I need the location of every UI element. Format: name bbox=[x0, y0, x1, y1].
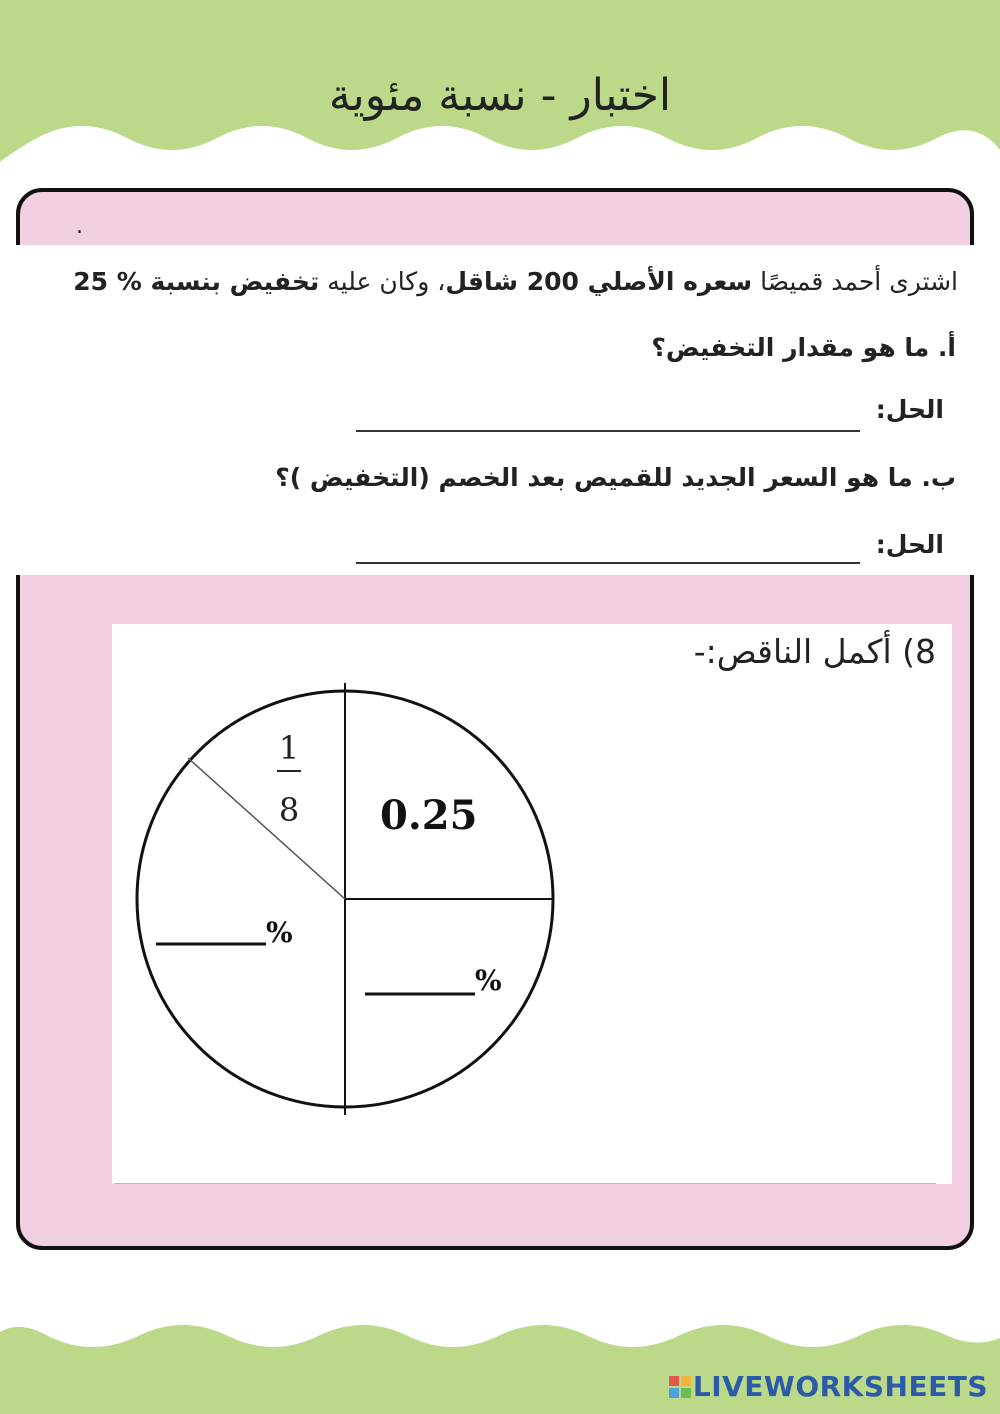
page-title: اختبار - نسبة مئوية bbox=[328, 70, 672, 121]
brand-text: LIVEWORKSHEETS bbox=[692, 1370, 988, 1403]
pie-decimal-label: 0.25 bbox=[380, 792, 478, 839]
intro-discount: تخفيض بنسبة % 25 bbox=[73, 267, 320, 296]
pie-percent-bottom: % bbox=[475, 964, 502, 997]
question-part-a: أ. ما هو مقدار التخفيض؟ bbox=[651, 333, 956, 362]
question-box bbox=[0, 245, 978, 575]
solution-label-b: الحل: bbox=[875, 530, 944, 559]
pie-divider-diagonal bbox=[188, 758, 345, 899]
figure-box bbox=[112, 624, 952, 1184]
pie-fraction-denominator: 8 bbox=[278, 791, 300, 829]
figure-title: 8) أكمل الناقص:- bbox=[693, 632, 936, 671]
liveworksheets-brand bbox=[669, 1370, 988, 1403]
answer-blank-a[interactable] bbox=[356, 430, 860, 432]
solution-row-a bbox=[876, 395, 944, 424]
solution-row-b bbox=[876, 530, 944, 559]
intro-price: سعره الأصلي 200 شاقل bbox=[445, 267, 753, 296]
card-dot: . bbox=[76, 214, 83, 239]
figure-bottom-rule bbox=[114, 1183, 936, 1184]
answer-blank-b[interactable] bbox=[356, 562, 860, 564]
solution-label-a: الحل: bbox=[875, 395, 944, 424]
pie-percent-left: % bbox=[266, 916, 293, 949]
question-intro bbox=[73, 267, 958, 296]
intro-text-1: اشترى أحمد قميصًا bbox=[752, 267, 958, 296]
intro-text-2: ، وكان عليه bbox=[319, 267, 446, 296]
pie-diagram bbox=[112, 624, 952, 1184]
liveworksheets-logo-icon bbox=[669, 1376, 691, 1398]
question-part-b: ب. ما هو السعر الجديد للقميص بعد الخصم (التخفيض )؟ bbox=[275, 463, 956, 492]
pie-fraction-numerator: 1 bbox=[278, 729, 300, 767]
